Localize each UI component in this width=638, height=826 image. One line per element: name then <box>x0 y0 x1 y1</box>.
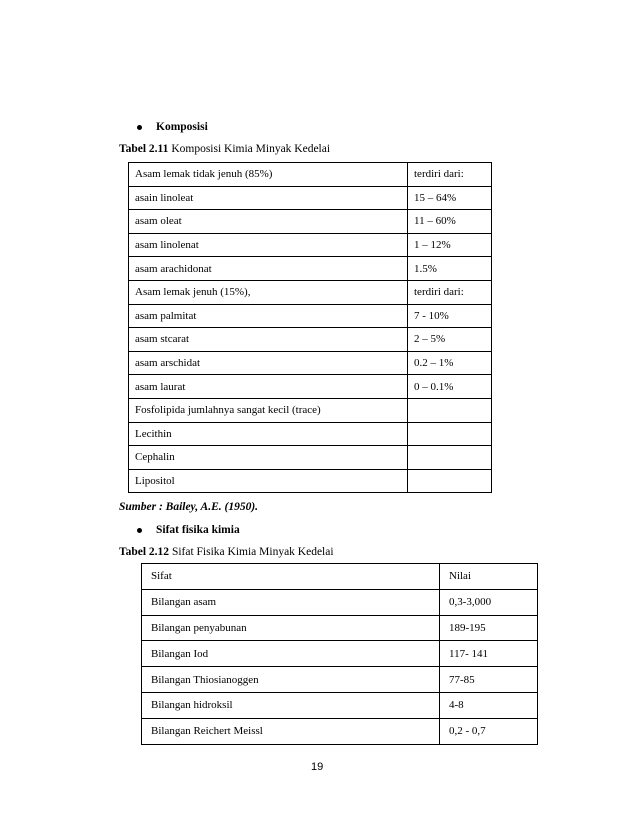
table-cell-value: 1.5% <box>408 257 492 281</box>
table-row <box>129 328 492 352</box>
table-cell-value: 0.2 – 1% <box>408 351 492 375</box>
table-row <box>129 398 492 422</box>
table-row <box>129 210 492 234</box>
table-cell-value: 77-85 <box>440 667 538 693</box>
table-cell-value: 189-195 <box>440 615 538 641</box>
table-row <box>129 186 492 210</box>
table-row <box>129 422 492 446</box>
properties-table <box>141 563 538 745</box>
table1-caption-text: Komposisi Kimia Minyak Kedelai <box>168 143 331 155</box>
table-row <box>142 564 538 590</box>
table-cell-value: 4-8 <box>440 692 538 718</box>
table-cell-value <box>408 422 492 446</box>
table-cell-label: Bilangan Reichert Meissl <box>142 718 440 744</box>
table-row <box>129 233 492 257</box>
table-cell-label: Bilangan Thiosianoggen <box>142 667 440 693</box>
table-cell-value: terdiri dari: <box>408 280 492 304</box>
table-cell-label: asam linolenat <box>129 233 408 257</box>
table-row <box>129 446 492 470</box>
table-row <box>142 667 538 693</box>
table-cell-value: 1 – 12% <box>408 233 492 257</box>
table-cell-label: Lipositol <box>129 469 408 493</box>
table-cell-label: Fosfolipida jumlahnya sangat kecil (trace) <box>129 398 408 422</box>
table-cell-label: Asam lemak jenuh (15%), <box>129 280 408 304</box>
table-cell-label: Bilangan penyabunan <box>142 615 440 641</box>
bullet-komposisi <box>137 121 208 133</box>
table-cell-value: 7 - 10% <box>408 304 492 328</box>
table-cell-label: asam oleat <box>129 210 408 234</box>
table-row <box>129 375 492 399</box>
table-cell-label: Bilangan asam <box>142 589 440 615</box>
table-cell-label: asam stcarat <box>129 328 408 352</box>
table1-caption-number: Tabel 2.11 <box>119 143 169 155</box>
table-cell-value <box>408 446 492 470</box>
table2-caption <box>119 546 334 558</box>
table-row <box>129 257 492 281</box>
table1-caption <box>119 143 330 155</box>
table-cell-value: terdiri dari: <box>408 163 492 187</box>
table-cell-value <box>408 398 492 422</box>
table-cell-label: asam arachidonat <box>129 257 408 281</box>
table-cell-value: 15 – 64% <box>408 186 492 210</box>
table-cell-label: asam palmitat <box>129 304 408 328</box>
table-cell-value <box>408 469 492 493</box>
page-number: 19 <box>311 761 324 773</box>
table-row <box>129 351 492 375</box>
table-cell-value: 0 – 0.1% <box>408 375 492 399</box>
table-cell-label: Bilangan hidroksil <box>142 692 440 718</box>
table-row <box>142 589 538 615</box>
table-cell-value: 2 – 5% <box>408 328 492 352</box>
table-cell-value: 11 – 60% <box>408 210 492 234</box>
table-row <box>129 280 492 304</box>
source-citation: Sumber : Bailey, A.E. (1950). <box>119 501 259 513</box>
section-heading-sifat: Sifat fisika kimia <box>156 524 240 536</box>
table-row <box>142 641 538 667</box>
section-heading-komposisi: Komposisi <box>156 121 208 133</box>
table-cell-label: Sifat <box>142 564 440 590</box>
table-cell-value: Nilai <box>440 564 538 590</box>
table-row <box>129 163 492 187</box>
bullet-icon <box>137 528 142 533</box>
table-cell-value: 117- 141 <box>440 641 538 667</box>
table-cell-value: 0,2 - 0,7 <box>440 718 538 744</box>
table-row <box>129 304 492 328</box>
table2-caption-number: Tabel 2.12 <box>119 546 170 558</box>
table-cell-label: asain linoleat <box>129 186 408 210</box>
table-row <box>142 615 538 641</box>
table-cell-value: 0,3-3,000 <box>440 589 538 615</box>
table-cell-label: asam laurat <box>129 375 408 399</box>
table-cell-label: Asam lemak tidak jenuh (85%) <box>129 163 408 187</box>
table-cell-label: asam arschidat <box>129 351 408 375</box>
table-row <box>142 692 538 718</box>
table2-caption-text: Sifat Fisika Kimia Minyak Kedelai <box>169 546 334 558</box>
composition-table <box>128 162 492 493</box>
table-row <box>142 718 538 744</box>
table-cell-label: Bilangan Iod <box>142 641 440 667</box>
table-cell-label: Lecithin <box>129 422 408 446</box>
bullet-icon <box>137 125 142 130</box>
table-row <box>129 469 492 493</box>
bullet-sifat-fisika-kimia <box>137 524 240 536</box>
table-cell-label: Cephalin <box>129 446 408 470</box>
